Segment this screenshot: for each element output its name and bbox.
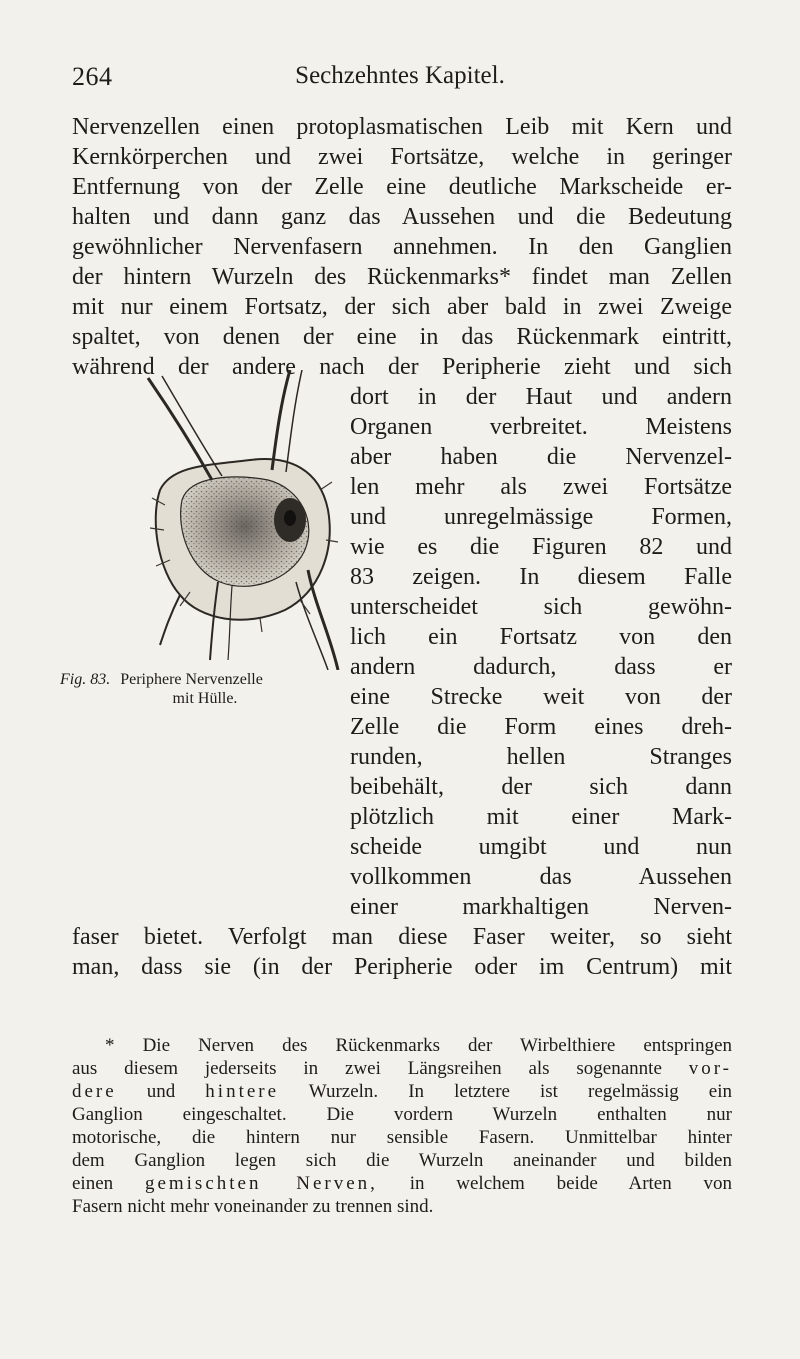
body-line: während der andere nach der Peripherie zieht und sich xyxy=(72,354,732,380)
footnote-line: * Die Nerven des Rückenmarks der Wirbelthiere entspringen xyxy=(105,1035,732,1056)
body-line: und unregelmässige Formen, xyxy=(350,504,732,530)
body-line: halten und dann ganz das Aussehen und die Bedeutung xyxy=(72,204,732,230)
body-line: scheide umgibt und nun xyxy=(350,834,732,860)
body-line: Entfernung von der Zelle eine deutliche Markscheide er- xyxy=(72,174,732,200)
body-line: Kernkörperchen und zwei Fortsätze, welche in geringer xyxy=(72,144,732,170)
body-line: gewöhnlicher Nervenfasern annehmen. In den Ganglien xyxy=(72,234,732,260)
body-line: Zelle die Form eines dreh- xyxy=(350,714,732,740)
body-line: wie es die Figuren 82 und xyxy=(350,534,732,560)
page-number: 264 xyxy=(72,62,113,91)
running-head: Sechzehntes Kapitel. xyxy=(295,62,505,89)
process-upper-left xyxy=(148,378,212,480)
body-line: beibehält, der sich dann xyxy=(350,774,732,800)
process-lower-left xyxy=(160,595,180,645)
footnote-line: aus diesem jederseits in zwei Längsreihen als sogenannte vor- xyxy=(72,1058,733,1079)
figure-caption-line1: Periphere Nervenzelle xyxy=(120,671,263,688)
body-line: spaltet, von denen der eine in das Rückenmark eintritt, xyxy=(72,324,732,350)
nucleolus xyxy=(284,510,296,526)
body-line: 83 zeigen. In diesem Falle xyxy=(350,564,732,590)
body-line: mit nur einem Fortsatz, der sich aber bald in zwei Zweige xyxy=(72,294,732,320)
body-line: unterscheidet sich gewöhn- xyxy=(350,594,732,620)
figure-caption xyxy=(60,670,350,708)
footnote-line: dere und hintere Wurzeln. In letztere ist regelmässig ein xyxy=(72,1081,732,1102)
body-line: faser bietet. Verfolgt man diese Faser weiter, so sieht xyxy=(72,924,732,950)
footnote-line: motorische, die hintern nur sensible Fasern. Unmittelbar hinter xyxy=(72,1127,732,1148)
body-line: einer markhaltigen Nerven- xyxy=(350,894,732,920)
nerve-cell-drawing xyxy=(140,370,340,670)
body-line: lich ein Fortsatz von den xyxy=(350,624,732,650)
footnote-line: einen gemischten Nerven, in welchem beide Arten von xyxy=(72,1173,733,1194)
body-line: vollkommen das Aussehen xyxy=(350,864,732,890)
body-line: der hintern Wurzeln des Rückenmarks* findet man Zellen xyxy=(72,264,732,290)
body-line: Organen verbreitet. Meistens xyxy=(350,414,732,440)
body-line: eine Strecke weit von der xyxy=(350,684,732,710)
body-line: man, dass sie (in der Peripherie oder im Centrum) mit xyxy=(72,954,732,980)
body-line: len mehr als zwei Fortsätze xyxy=(350,474,732,500)
process-top xyxy=(272,370,290,470)
figure-83-illustration xyxy=(140,370,340,670)
body-line: plötzlich mit einer Mark- xyxy=(350,804,732,830)
body-line: aber haben die Nervenzel- xyxy=(350,444,732,470)
body-line: dort in der Haut und andern xyxy=(350,384,732,410)
footnote-line: dem Ganglion legen sich die Wurzeln aneinander und bilden xyxy=(72,1150,732,1171)
body-line: runden, hellen Stranges xyxy=(350,744,732,770)
figure-label: Fig. 83. xyxy=(60,671,111,688)
body-line: andern dadurch, dass er xyxy=(350,654,732,680)
body-line: Nervenzellen einen protoplasmatischen Leib mit Kern und xyxy=(72,114,732,140)
footnote-line: Fasern nicht mehr voneinander zu trennen sind. xyxy=(72,1196,434,1217)
footnote-line: Ganglion eingeschaltet. Die vordern Wurzeln enthalten nur xyxy=(72,1104,732,1125)
figure-caption-line2: mit Hülle. xyxy=(172,690,238,707)
